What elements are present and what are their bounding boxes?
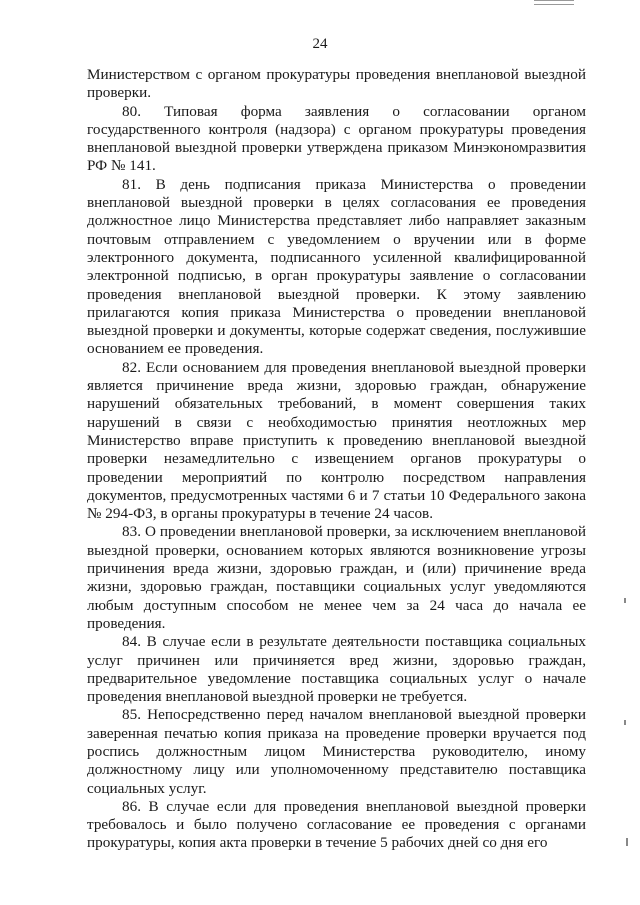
paragraph-84: 84. В случае если в результате деятельности поставщика социальных услуг причинен или причиняется вред жизни, здоровью граждан, предварительное уведомление поставщика социальных услуг о начале проведения внеплановой выездной проверки не требуется.	[87, 633, 586, 706]
scan-speck	[624, 598, 626, 603]
paragraph-81: 81. В день подписания приказа Министерства о проведении внеплановой выездной проверки в целях согласования ее проведения должностное лицо Министерства представляет либо направляет заказным почтовым отправлением с уведомлением о вручении или в форме электронного документа, подписанного усиленной квалифицированной электронной подписью, в орган прокуратуры заявление о согласовании проведения внеплановой выездной проверки. К этому заявлению прилагаются копия приказа Министерства о проведении внеплановой выездной проверки и документы, которые содержат сведения, послужившие основанием ее проведения.	[87, 175, 586, 358]
scan-speck	[626, 838, 628, 846]
corner-mark	[534, 0, 574, 5]
paragraph-80: 80. Типовая форма заявления о согласовании органом государственного контроля (надзора) с органом прокуратуры проведения внеплановой выездной проверки утверждена приказом Минэкономразвития РФ № 141.	[87, 102, 586, 175]
document-body	[87, 66, 586, 853]
paragraph-86: 86. В случае если для проведения внеплановой выездной проверки требовалось и было получено согласование ее проведения с органами прокуратуры, копия акта проверки в течение 5 рабочих дней со дня его	[87, 797, 586, 852]
paragraph-82: 82. Если основанием для проведения внеплановой выездной проверки является причинение вреда жизни, здоровью граждан, обнаружение нарушений обязательных требований, в момент совершения таких нарушений в связи с необходимостью принятия неотложных мер Министерство вправе приступить к проведению внеплановой выездной проверки незамедлительно с извещением органов прокуратуры о проведении мероприятий по контролю посредством направления документов, предусмотренных частями 6 и 7 статьи 10 Федерального закона № 294-ФЗ, в органы прокуратуры в течение 24 часов.	[87, 358, 586, 523]
paragraph-continuation: Министерством с органом прокуратуры проведения внеплановой выездной проверки.	[87, 66, 586, 102]
paragraph-83: 83. О проведении внеплановой проверки, за исключением внеплановой выездной проверки, основанием которых являются возникновение угрозы причинения вреда жизни, здоровью граждан, и (или) причинение вреда жизни, здоровью граждан, поставщики социальных услуг уведомляются любым доступным способом не менее чем за 24 часа до начала ее проведения.	[87, 523, 586, 632]
scan-speck	[624, 720, 626, 725]
page-number: 24	[312, 36, 328, 52]
paragraph-85: 85. Непосредственно перед началом внеплановой выездной проверки заверенная печатью копия приказа на проведение проверки вручается под роспись должностным лицом Министерства руководителю, иному должностному лицу или уполномоченному представителю поставщика социальных услуг.	[87, 706, 586, 797]
